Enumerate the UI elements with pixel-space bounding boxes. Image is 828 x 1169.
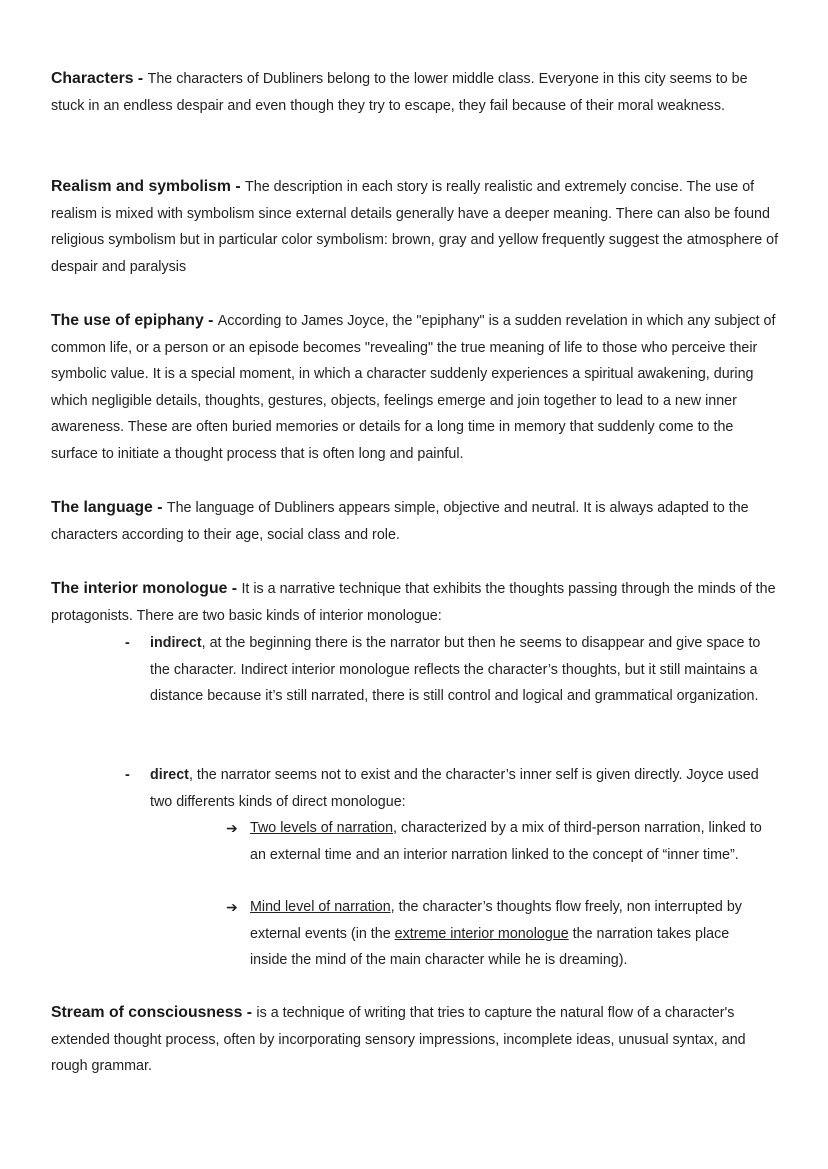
section-epiphany (51, 308, 781, 467)
sub-item-two-levels (250, 815, 770, 868)
list-item-term: indirect (150, 635, 202, 651)
section-body: The language of Dubliners appears simple, objective and neutral. It is always adapted to the characters according to their age, social class and role. (51, 500, 749, 543)
section-heading: The use of epiphany - (51, 312, 218, 329)
paragraph (51, 576, 781, 629)
section-language (51, 495, 781, 548)
sub-item-text: , characterized by a mix of third-person narration, linked to an external time and an interior narration linked to the concept of “inner time”. (250, 820, 762, 863)
list-item-text: , at the beginning there is the narrator but then he seems to disappear and give space to the character. Indirect interior monologue reflects the character’s thoughts, but it still maintains a distance because it’s still narrated, there is still control and logical and grammatical organization. (150, 635, 761, 704)
section-body: According to James Joyce, the "epiphany" is a sudden revelation in which any subject of common life, or a person or an episode becomes "revealing" the true meaning of life to those who perceive their symbolic value. It is a special moment, in which a character suddenly experiences a spiritual awakening, during which negligible details, thoughts, gestures, objects, feelings emerge and join together to lead to a new inner awareness. These are often buried memories or details for a long time in memory that suddenly come to the surface to initiate a thought process that is often long and painful. (51, 313, 776, 462)
list-item-direct (150, 762, 770, 815)
section-body: It is a narrative technique that exhibits the thoughts passing through the minds of the protagonists. There are two basic kinds of interior monologue: (51, 581, 776, 624)
list-dash-marker: - (125, 635, 130, 651)
sub-item-term: Two levels of narration (250, 820, 394, 836)
paragraph (51, 66, 781, 119)
list-item-indirect (150, 630, 770, 710)
section-stream-of-consciousness (51, 1000, 781, 1080)
paragraph (51, 1000, 781, 1080)
sub-item-term: Mind level of narration (250, 899, 391, 915)
sub-item-mind-level (250, 894, 770, 974)
paragraph (51, 308, 781, 467)
list-item-text: , the narrator seems not to exist and the character’s inner self is given directly. Joyce used two differents kinds of direct monologue: (150, 767, 759, 810)
section-interior-monologue (51, 576, 781, 629)
list-dash-marker: - (125, 767, 130, 783)
section-body: The characters of Dubliners belong to the lower middle class. Everyone in this city seems to be stuck in an endless despair and even though they try to escape, they fail because of their moral weakness. (51, 71, 748, 114)
sub-item-text: , the character’s thoughts flow freely, non interrupted by external events (in the (250, 899, 742, 942)
section-characters (51, 66, 781, 119)
list-item-term: direct (150, 767, 189, 783)
section-body: is a technique of writing that tries to capture the natural flow of a character's extended thought process, often by incorporating sensory impressions, incomplete ideas, unusual syntax, and rough grammar. (51, 1005, 746, 1074)
section-heading: Realism and symbolism - (51, 178, 246, 195)
section-heading: The interior monologue - (51, 580, 242, 597)
sub-item-term-secondary: extreme interior monologue (394, 925, 569, 942)
section-body: The description in each story is really realistic and extremely concise. The use of realism is mixed with symbolism since external details generally have a deeper meaning. There can also be found religious symbolism but in particular color symbolism: brown, gray and yellow frequently suggest the atmosphere of despair and paralysis (51, 179, 779, 275)
section-heading: Characters - (51, 70, 148, 87)
paragraph (51, 495, 781, 548)
paragraph (51, 174, 781, 280)
arrow-bullet-icon: ➔ (226, 899, 238, 915)
section-heading: The language - (51, 499, 167, 516)
arrow-bullet-icon: ➔ (226, 820, 238, 836)
section-heading: Stream of consciousness - (51, 1004, 257, 1021)
sub-item-text: the narration takes place inside the mind of the main character while he is dreaming). (250, 925, 730, 968)
section-realism-symbolism (51, 174, 781, 280)
